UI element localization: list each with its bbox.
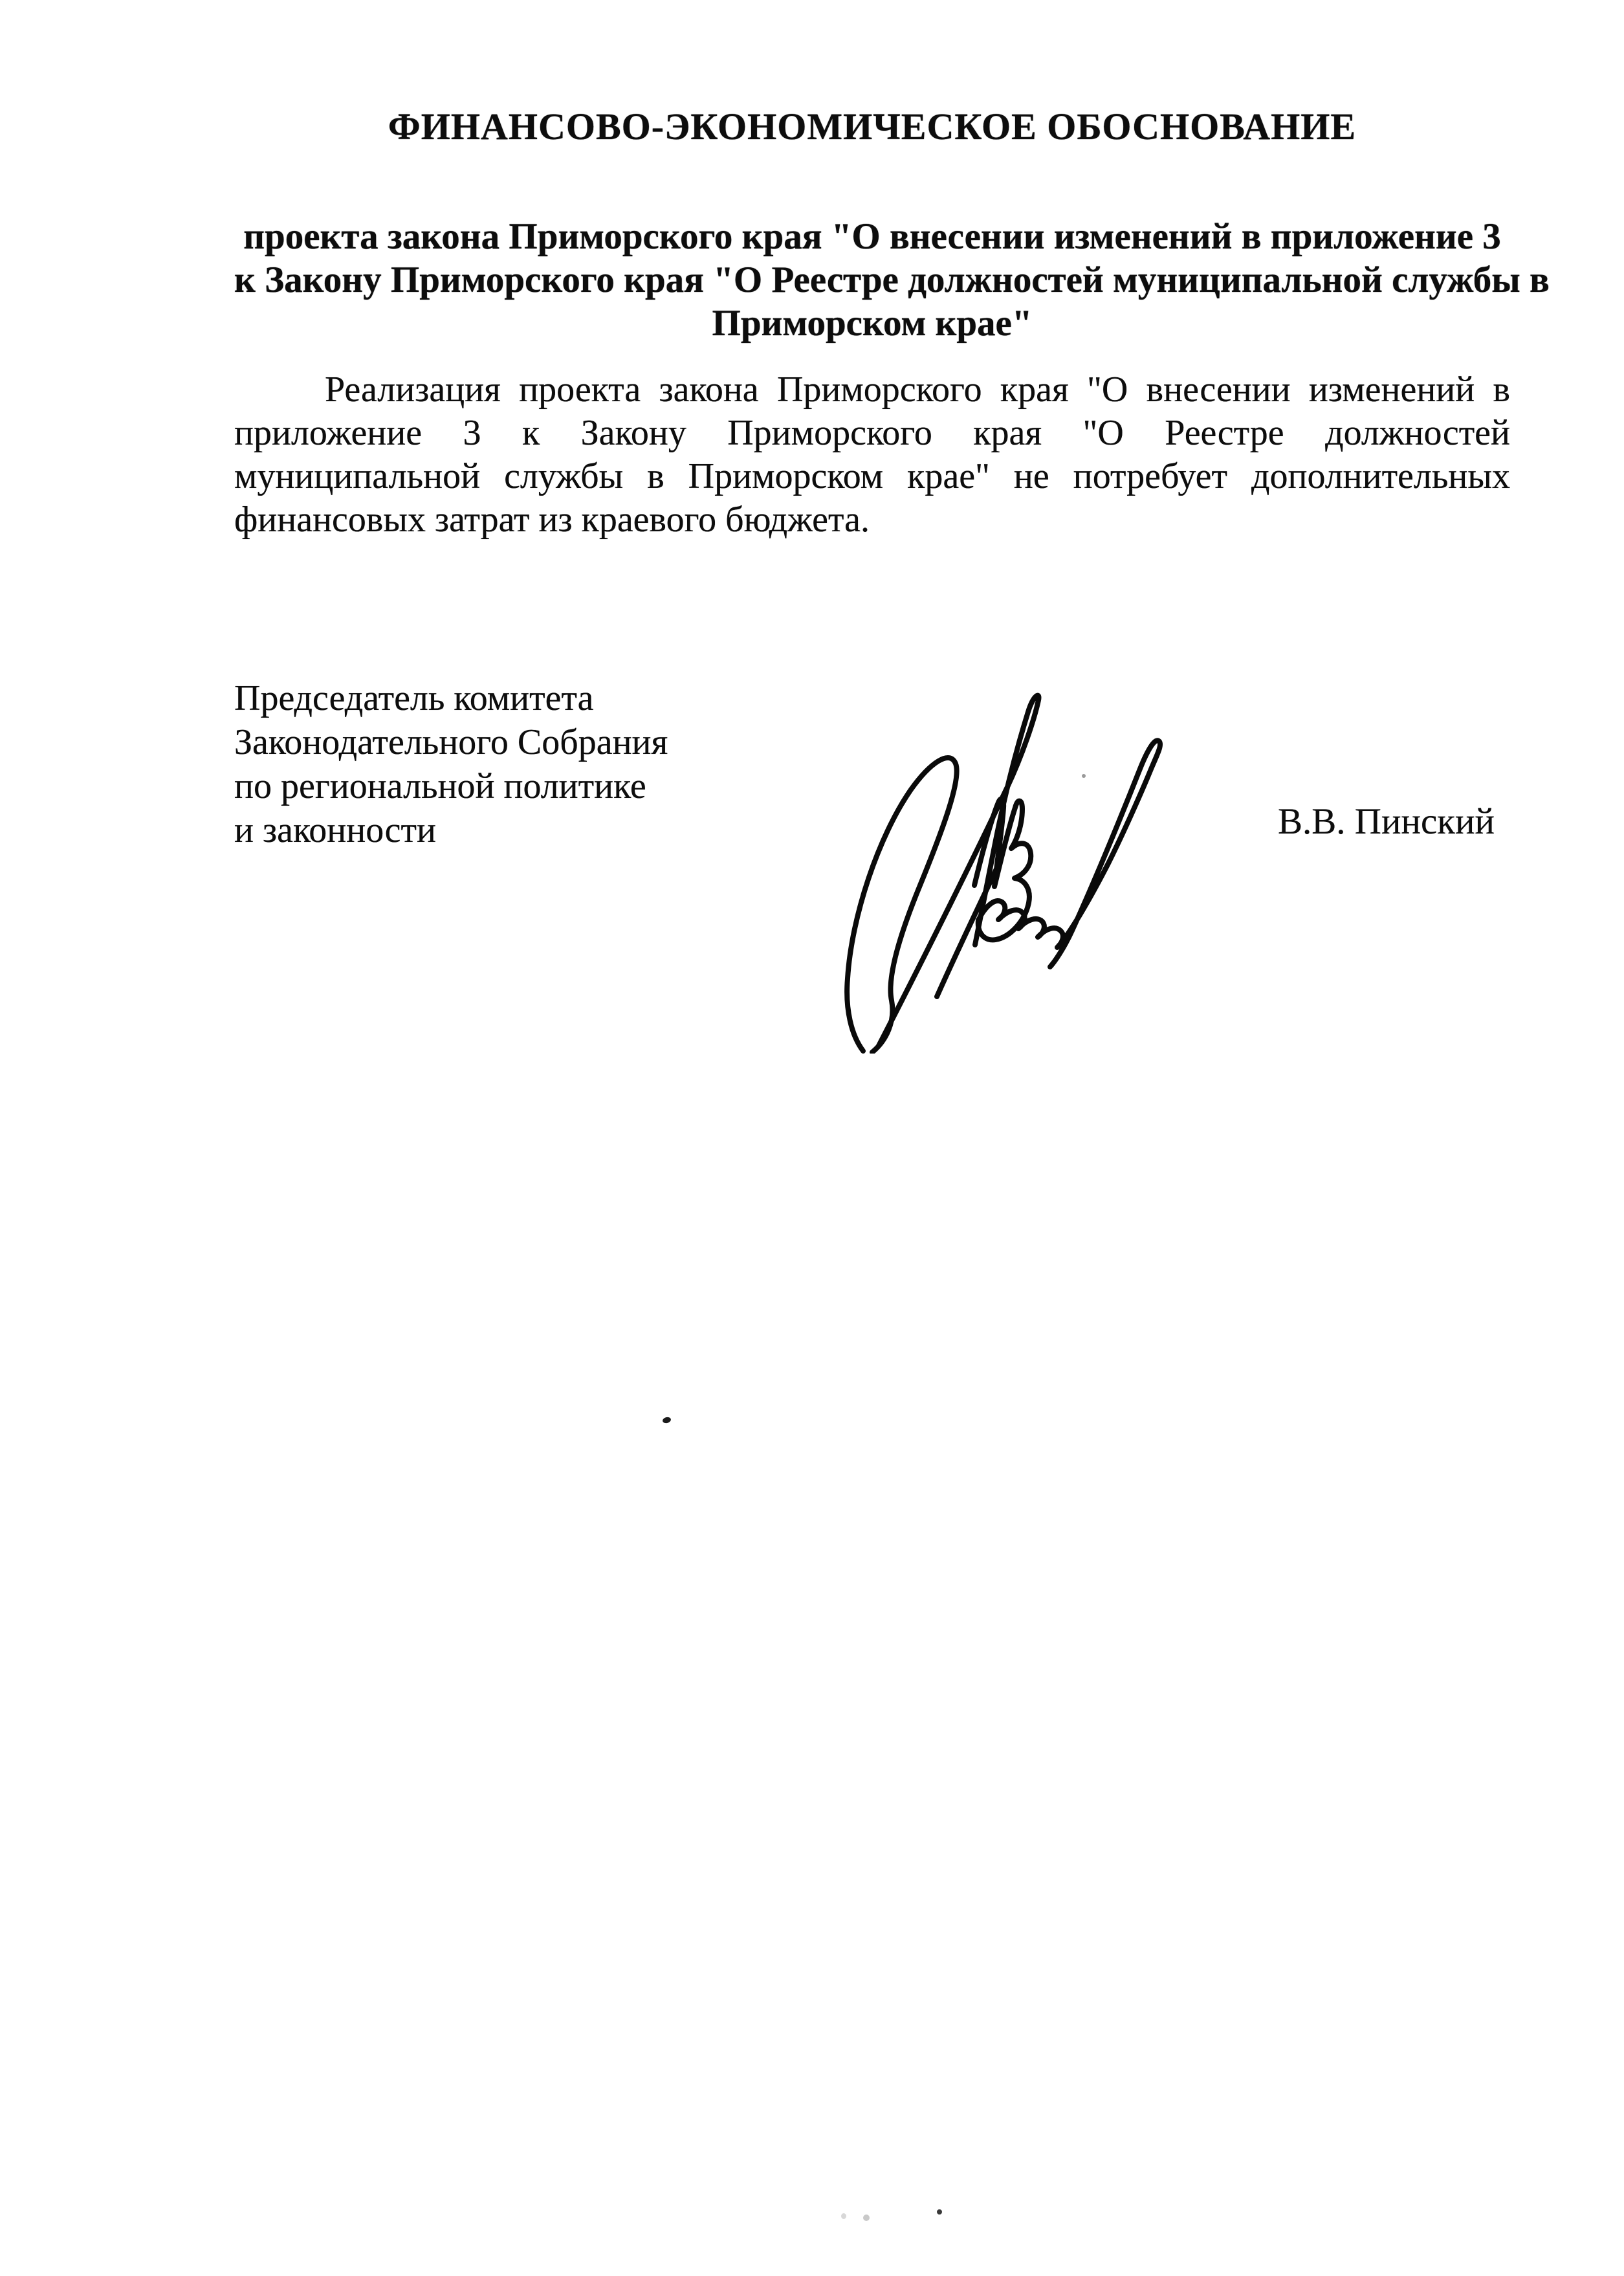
body-line-1: Реализация проекта закона Приморского края "О внесении изменений в — [325, 370, 1510, 410]
scan-speck — [662, 1416, 672, 1424]
signature-stroke-ellipse — [847, 758, 957, 1052]
document-title: ФИНАНСОВО-ЭКОНОМИЧЕСКОЕ ОБОСНОВАНИЕ — [388, 105, 1357, 148]
signer-name: В.В. Пинский — [1278, 801, 1495, 842]
scan-speck — [1082, 774, 1086, 778]
signature-stroke-crossing — [937, 861, 1000, 997]
subtitle-line-2: к Закону Приморского края "О Реестре должностей муниципальной службы в — [234, 260, 1550, 300]
body-line-3: муниципальной службы в Приморском крае" не потребует дополнительных — [234, 456, 1510, 496]
body-line-2: приложение 3 к Закону Приморского края "О Реестре должностей — [234, 413, 1510, 453]
subtitle-line-3: Приморском крае" — [712, 303, 1033, 344]
scan-speck — [863, 2215, 870, 2221]
position-line-1: Председатель комитета — [234, 678, 594, 718]
position-line-3: по региональной политике — [234, 766, 646, 806]
document-subtitle — [234, 215, 1550, 345]
signature-stroke-humps-and-right-loop — [978, 740, 1160, 967]
position-line-4: и законности — [234, 810, 436, 850]
body-line-4: финансовых затрат из краевого бюджета. — [234, 500, 870, 540]
signer-position-title — [234, 676, 726, 852]
scan-speck — [841, 2213, 846, 2219]
body-paragraph — [234, 368, 1510, 542]
subtitle-line-1: проекта закона Приморского края "О внесении изменений в приложение 3 — [243, 216, 1501, 257]
handwritten-signature-image — [841, 691, 1178, 1054]
position-line-2: Законодательного Собрания — [234, 722, 668, 762]
scan-speck — [937, 2209, 942, 2215]
signature-stroke-diagonal-loop — [879, 696, 1039, 1046]
